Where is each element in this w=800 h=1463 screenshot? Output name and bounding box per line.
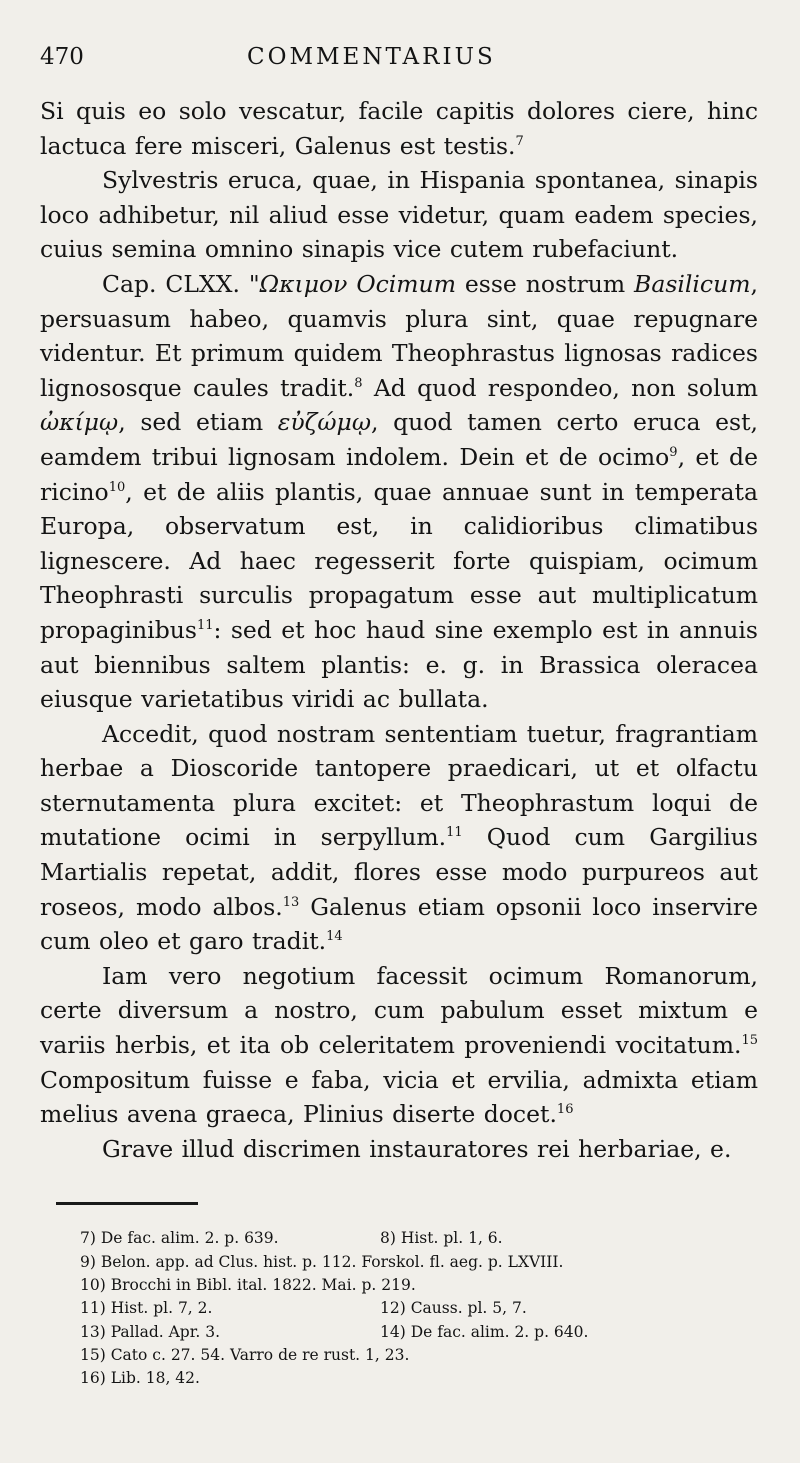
text-run: Ad quod respondeo, non solum	[362, 373, 759, 402]
footnote: 11) Hist. pl. 7, 2.	[80, 1299, 213, 1318]
italic-text: "Ωκιμον Ocimum	[248, 269, 456, 298]
paragraph	[40, 1132, 758, 1167]
paragraph	[40, 959, 758, 1132]
paragraph	[40, 717, 758, 959]
text-run: Iam vero negotium facessit ocimum Romanorum, certe diversum a nostro, cum pabulum esset mixtum e variis herbis, et ita ob celeritatem proveniendi vocitatum.	[40, 961, 758, 1060]
text-run: Grave illud discrimen instauratores rei herbariae, e.	[102, 1134, 732, 1163]
footnote-ref: 16	[556, 1102, 574, 1118]
page-number: 470	[40, 44, 84, 70]
footnote-ref: 7	[515, 133, 524, 149]
footnotes	[40, 1227, 758, 1390]
paragraph	[40, 94, 758, 163]
footnote: 7) De fac. alim. 2. p. 639.	[80, 1229, 279, 1248]
text-run: Sylvestris eruca, quae, in Hispania spontanea, sinapis loco adhibetur, nil aliud esse videtur, quam eadem species, cuius semina omnino sinapis vice cutem rubefaciunt.	[40, 166, 758, 264]
text-run: Accedit, quod nostram sententiam tuetur, fragrantiam herbae a Dioscoride tantopere praedicari, ut et olfactu sternutamenta plura excitet: et Theophrastum loqui de mutatione ocimi in serpyllum.	[40, 719, 758, 852]
footnote-ref: 8	[354, 375, 363, 391]
text-run: : sed et hoc haud sine exemplo est in annuis aut biennibus saltem plantis: e. g. in Brassica oleracea eiusque varietatibus viridi ac bullata.	[40, 615, 758, 714]
footnote-row	[80, 1344, 758, 1367]
footnote-ref: 11	[196, 618, 214, 634]
footnote-row	[80, 1251, 758, 1274]
italic-text: εὐζώμῳ	[277, 408, 371, 437]
footnote-divider	[56, 1202, 198, 1205]
text-run: Si quis eo solo vescatur, facile capitis dolores ciere, hinc lactuca fere misceri, Galenus est testis.	[40, 97, 758, 160]
text-run: Compositum fuisse e faba, vicia et ervilia, admixta etiam melius avena graeca, Plinius diserte docet.	[40, 1065, 758, 1129]
text-run: , persuasum habeo, quamvis plura sint, quae repugnare videntur. Et primum quidem Theophrastus lignosas radices lignososque caules tradit.	[40, 269, 758, 402]
italic-text: Basilicum	[634, 269, 751, 298]
text-run: , sed etiam	[118, 408, 278, 437]
footnote: 16) Lib. 18, 42.	[80, 1369, 200, 1388]
footnote-row	[80, 1274, 758, 1297]
footnote: 9) Belon. app. ad Clus. hist. p. 112. Forskol. fl. aeg. p. LXVIII.	[80, 1252, 564, 1271]
footnote-ref: 15	[741, 1033, 758, 1049]
footnote-row	[80, 1227, 758, 1250]
text-run: Quod cum Gargilius Martialis repetat, addit, flores esse modo purpureos aut roseos, modo albos.	[40, 823, 758, 921]
footnote-ref: 13	[282, 894, 300, 910]
page-header	[40, 44, 758, 84]
footnote-ref: 10	[108, 479, 126, 495]
footnote-row	[80, 1297, 758, 1320]
footnote: 10) Brocchi in Bibl. ital. 1822. Mai. p. 219.	[80, 1276, 416, 1294]
footnote-row	[80, 1367, 758, 1390]
footnote-row	[80, 1321, 758, 1344]
footnote: 14) De fac. alim. 2. p. 640.	[380, 1322, 589, 1341]
paragraph	[40, 163, 758, 267]
text-run: Cap. CLXX.	[102, 269, 249, 298]
main-text	[40, 94, 758, 1166]
running-title: COMMENTARIUS	[247, 44, 496, 70]
footnote-ref: 14	[326, 929, 343, 945]
footnote: 8) Hist. pl. 1, 6.	[380, 1229, 503, 1248]
footnote: 15) Cato c. 27. 54. Varro de re rust. 1, 23.	[80, 1345, 410, 1364]
paragraph	[40, 267, 758, 717]
text-run: , et de aliis plantis, quae annuae sunt in temperata Europa, observatum est, in calidioribus climatibus lignescere. Ad haec regesserit forte quispiam, ocimum Theophrasti surculis propagatum esse aut multiplicatum propaginibus	[40, 477, 758, 644]
footnote: 13) Pallad. Apr. 3.	[80, 1322, 221, 1341]
italic-text: ὠκίμῳ	[40, 408, 119, 437]
text-run: esse nostrum	[455, 269, 635, 298]
footnote-ref: 11	[446, 825, 463, 841]
text-run: Galenus etiam opsonii loco inservire cum oleo et garo tradit.	[40, 892, 758, 956]
footnote: 12) Causs. pl. 5, 7.	[380, 1299, 527, 1318]
text-run: , quod tamen certo eruca est, eamdem tribui lignosam indolem. Dein et de ocimo	[40, 408, 758, 471]
text-run: , et de ricino	[40, 442, 758, 506]
footnote-ref: 9	[669, 445, 678, 461]
